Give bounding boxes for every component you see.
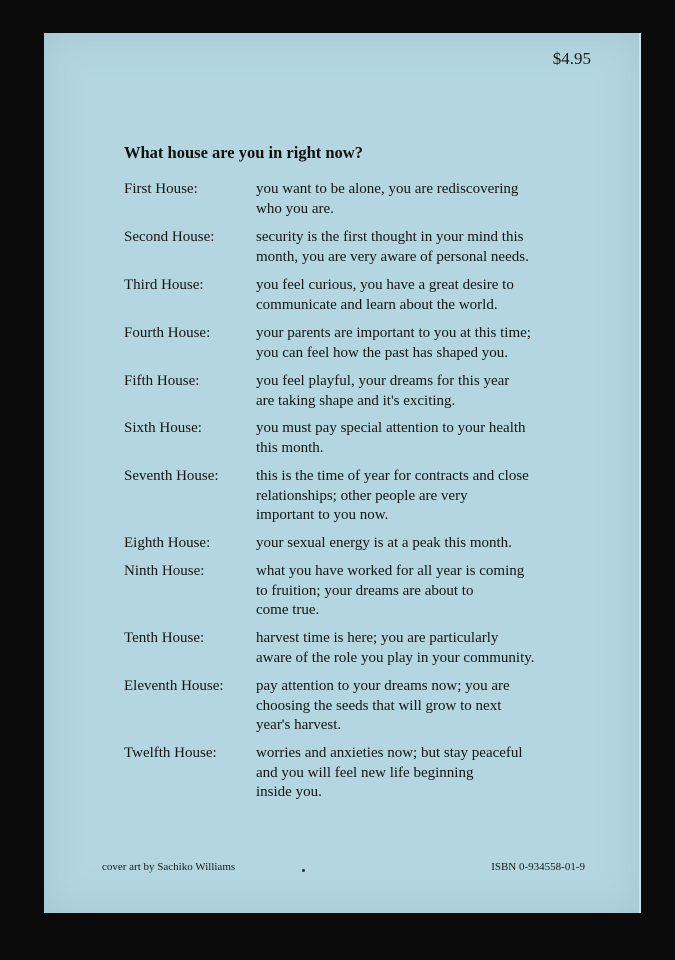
description-line: worries and anxieties now; but stay peaceful	[256, 745, 523, 761]
description-line: you must pay special attention to your health	[256, 420, 526, 436]
house-name: Fourth House:	[124, 325, 211, 341]
description-line: you feel curious, you have a great desire to	[256, 277, 514, 293]
house-name: Twelfth House:	[124, 745, 217, 761]
description-line: important to you now.	[256, 507, 389, 523]
house-description	[256, 228, 596, 267]
description-line: pay attention to your dreams now; you are	[256, 678, 510, 694]
house-description	[256, 180, 596, 219]
house-name: Ninth House:	[124, 563, 205, 579]
description-line: you want to be alone, you are rediscovering	[256, 181, 519, 197]
description-line: inside you.	[256, 784, 322, 800]
house-description	[256, 744, 596, 803]
house-description	[256, 276, 596, 315]
description-line: this is the time of year for contracts and close	[256, 468, 529, 484]
house-description	[256, 467, 596, 526]
house-name: Sixth House:	[124, 420, 202, 436]
description-line: this month.	[256, 439, 324, 456]
price-label: $4.95	[552, 49, 591, 68]
description-line: are taking shape and it's exciting.	[256, 392, 456, 409]
house-description	[256, 372, 596, 411]
house-description	[256, 534, 596, 554]
description-line: communicate and learn about the world.	[256, 296, 498, 313]
house-name: First House:	[124, 181, 198, 197]
house-description	[256, 629, 596, 668]
house-name: Eighth House:	[124, 535, 211, 551]
description-line: your sexual energy is at a peak this month.	[256, 535, 512, 551]
house-description	[256, 562, 596, 621]
description-line: choosing the seeds that will grow to next	[256, 697, 502, 714]
description-line: come true.	[256, 602, 320, 618]
description-line: aware of the role you play in your community.	[256, 649, 535, 666]
house-description	[256, 419, 596, 458]
house-name: Fifth House:	[124, 373, 200, 389]
house-description	[256, 677, 596, 736]
description-line: you feel playful, your dreams for this year	[256, 373, 510, 389]
printed-dot	[302, 869, 305, 872]
description-line: you can feel how the past has shaped you.	[256, 344, 509, 361]
house-name: Eleventh House:	[124, 678, 224, 694]
description-line: your parents are important to you at this time;	[256, 325, 531, 341]
description-line: who you are.	[256, 200, 334, 217]
book-back-cover	[44, 33, 641, 913]
description-line: and you will feel new life beginning	[256, 764, 474, 781]
description-line: harvest time is here; you are particularly	[256, 630, 499, 646]
description-line: relationships; other people are very	[256, 487, 468, 504]
description-line: year's harvest.	[256, 717, 342, 733]
isbn-label: ISBN 0-934558-01-9	[491, 861, 585, 873]
house-description	[256, 324, 596, 363]
description-line: security is the first thought in your mind this	[256, 229, 524, 245]
house-name: Seventh House:	[124, 468, 219, 484]
description-line: month, you are very aware of personal needs.	[256, 248, 529, 265]
description-line: to fruition; your dreams are about to	[256, 582, 474, 599]
description-line: what you have worked for all year is coming	[256, 563, 525, 579]
page-heading: What house are you in right now?	[124, 143, 363, 162]
house-name: Tenth House:	[124, 630, 205, 646]
cover-art-credit: cover art by Sachiko Williams	[102, 861, 236, 873]
house-name: Second House:	[124, 229, 215, 245]
house-name: Third House:	[124, 277, 204, 293]
